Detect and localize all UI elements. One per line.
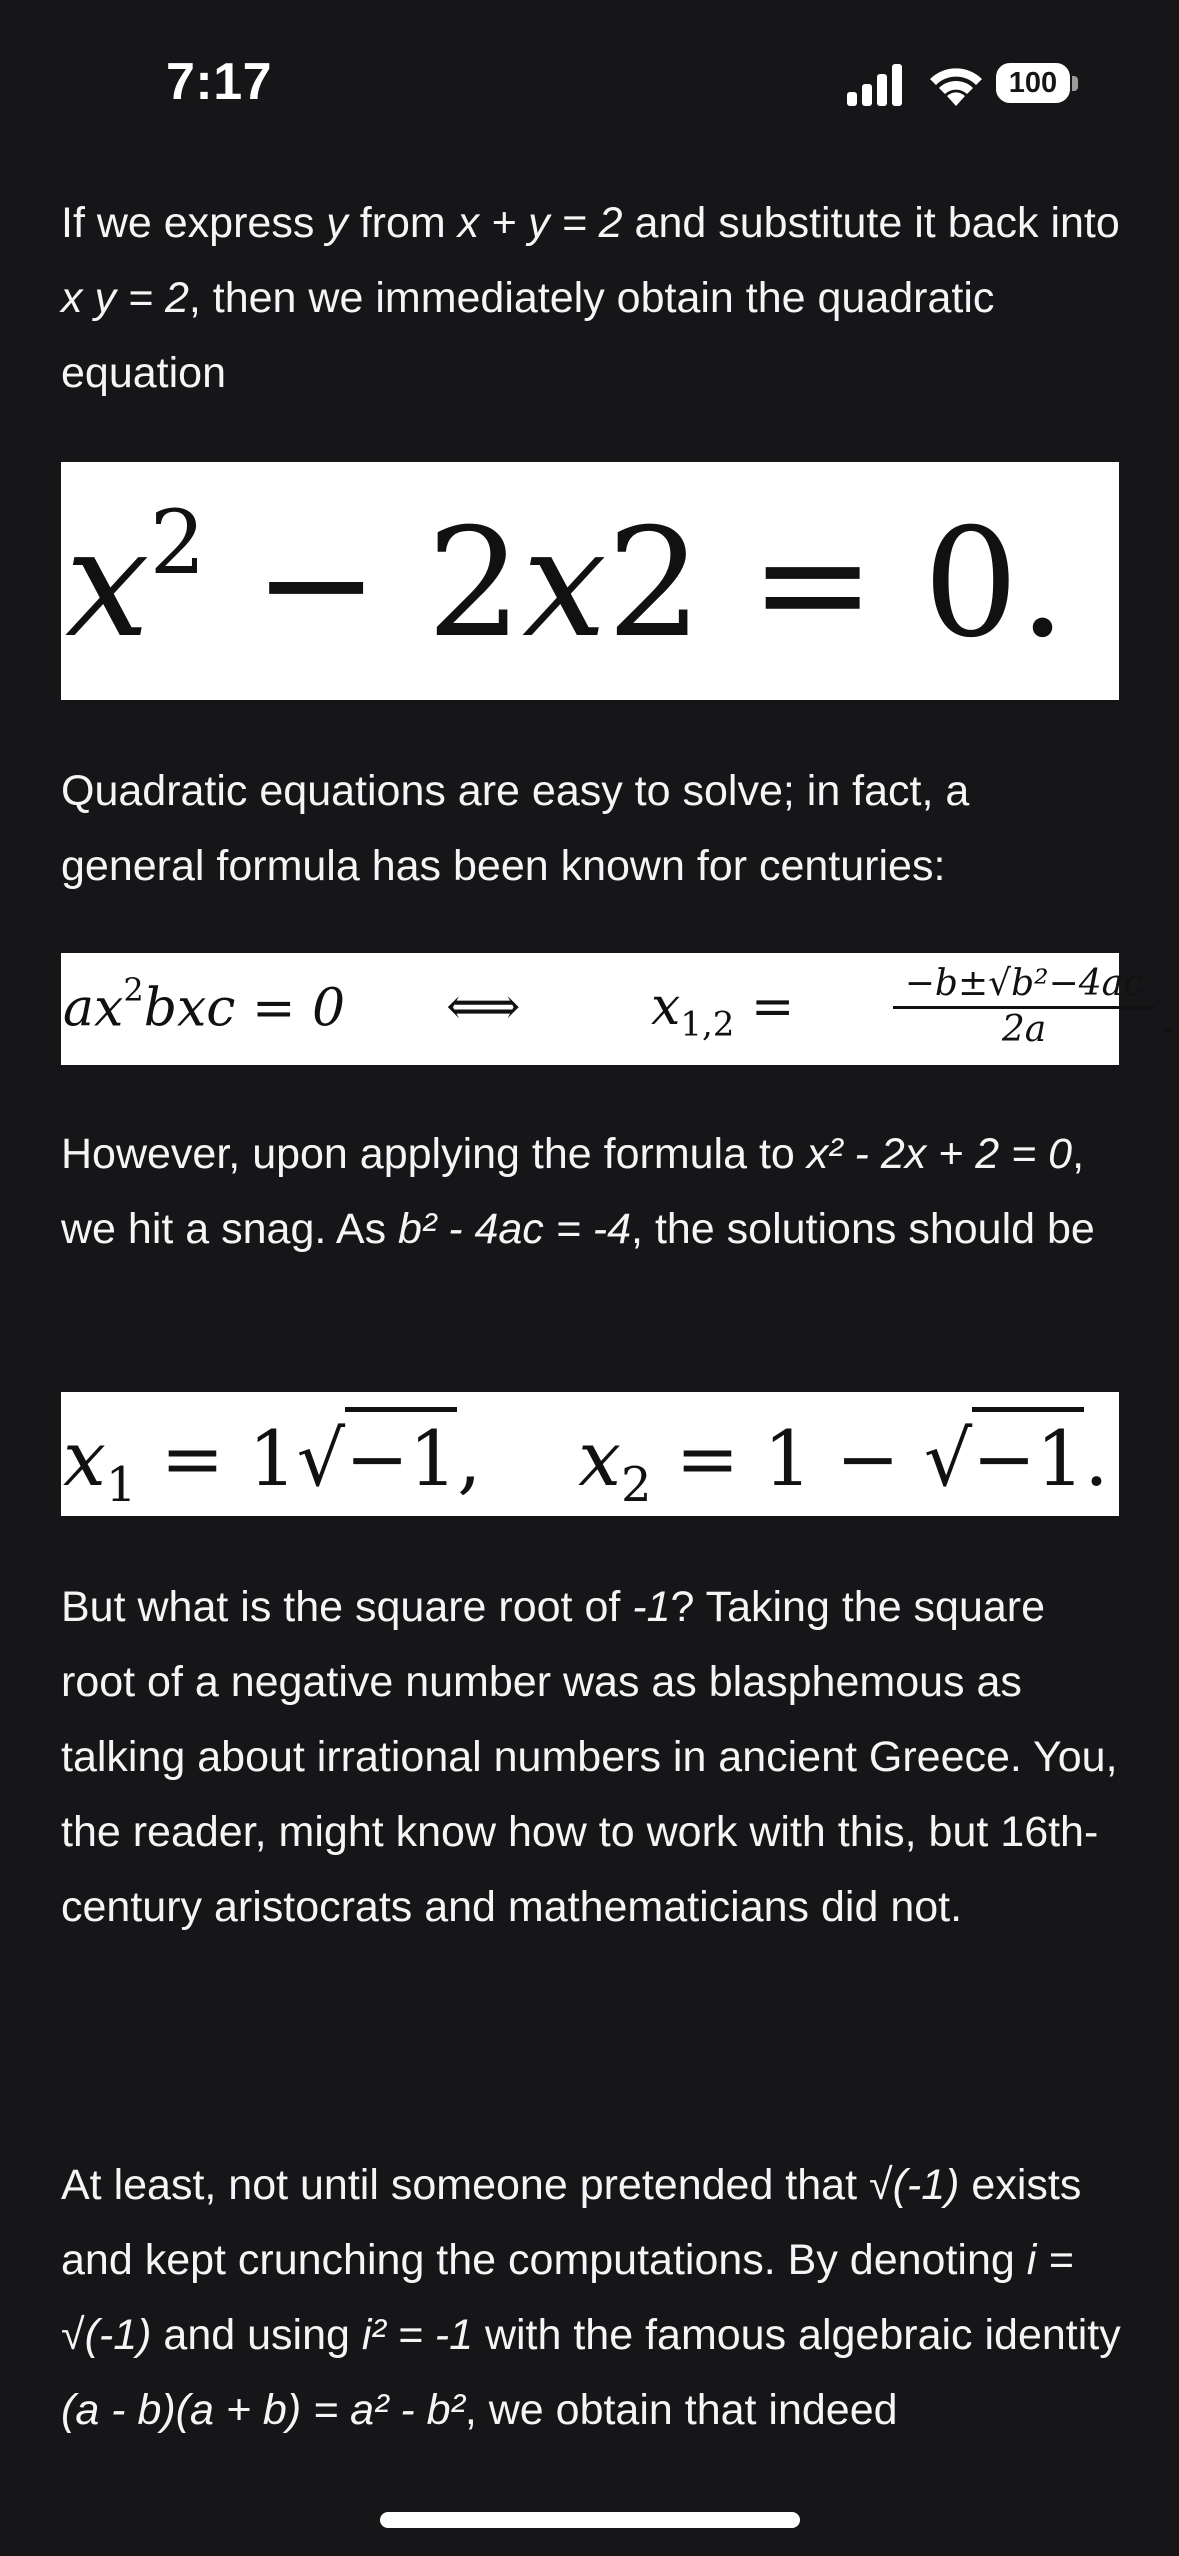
paragraph-imaginary-unit: At least, not until someone pretended that √(-1) exists and kept crunching the computations. By denoting i = √(-1) and using i² = -1 with the famous algebraic identity (a - b)(a + b) = a² - b², we obtain that indeed [61,2161,1121,2434]
battery-icon [996,63,1080,107]
paragraph-snag: However, upon applying the formula to x² - 2x + 2 = 0, we hit a snag. As b² - 4ac = -4, the solutions should be [61,1130,1095,1253]
equation-image-solutions: $x_1 = 1√-1$, $x_2 = 1 - √-1$. [61,1392,1119,1516]
battery-level: 100 [996,63,1070,103]
equation-image-quadratic-formula: $ax^2bxc = 0$ ⟺ $x_{1,2}$ = $\frac{\text{−b±√b²−4ac}}{2a}$ . [61,953,1119,1065]
wifi-icon [925,60,987,108]
paragraph-substitution: If we express y from x + y = 2 and substitute it back into x y = 2, then we immediately obtain the quadratic equation [61,199,1120,397]
paragraph-general-formula: Quadratic equations are easy to solve; in fact, a general formula has been known for centuries: [61,767,970,890]
status-bar [0,0,1179,170]
cellular-signal-icon [845,62,905,108]
home-indicator[interactable] [380,2512,800,2528]
status-time: 7:17 [166,53,273,111]
paragraph-square-root: But what is the square root of -1? Taking the square root of a negative number was as blasphemous as talking about irrational numbers in ancient Greece. You, the reader, might know how to work with this, but 16th-century aristocrats and mathematicians did not. [61,1583,1118,1931]
equation-image-quadratic: $x^2 - 2x2 = 0$. [61,462,1119,700]
